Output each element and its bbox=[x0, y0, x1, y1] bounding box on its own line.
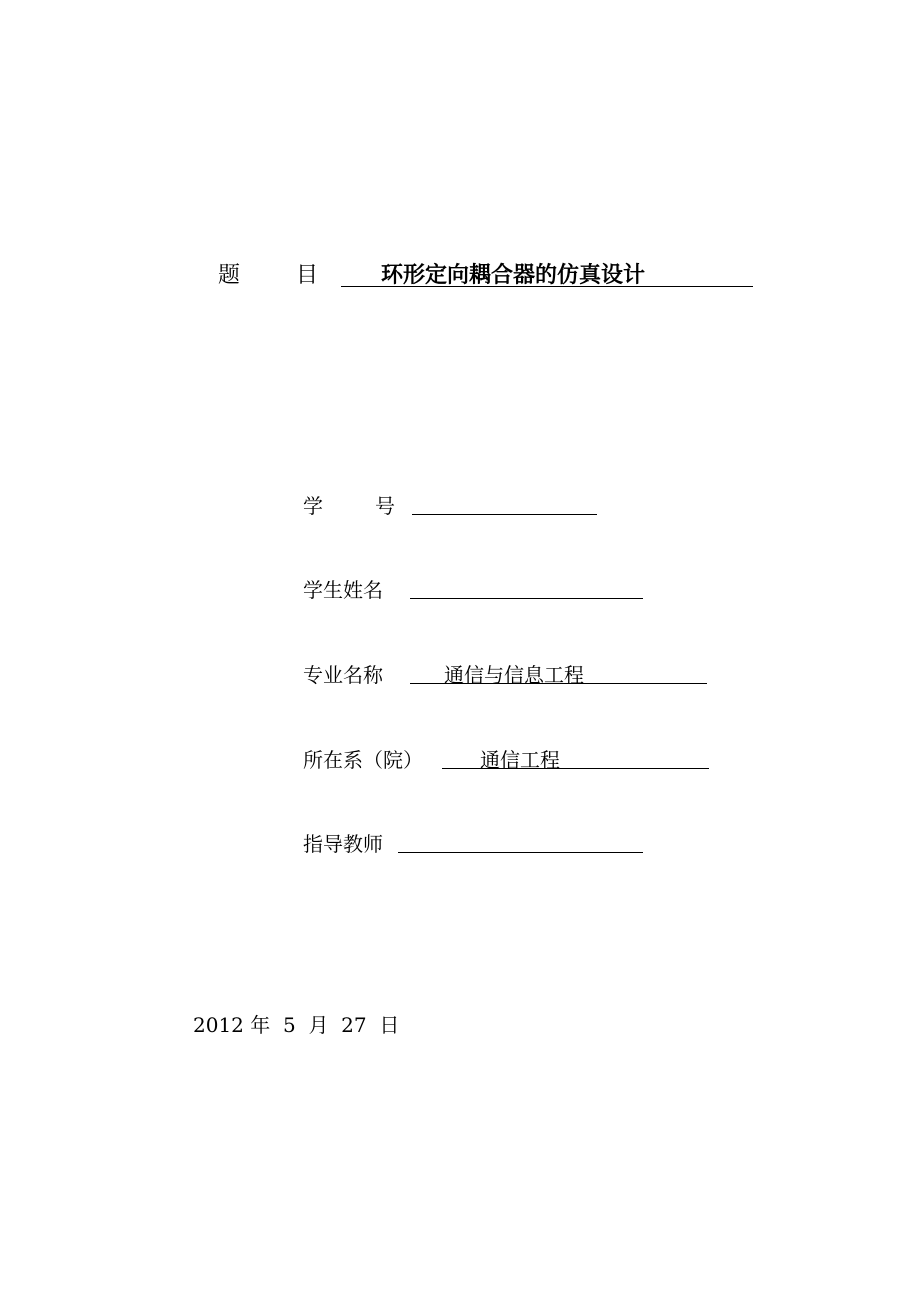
date-month: 5 bbox=[282, 1013, 296, 1037]
department-value: 通信工程 bbox=[480, 748, 560, 772]
department-label: 所在系（院） bbox=[303, 748, 423, 772]
date-year: 2012 bbox=[193, 1013, 244, 1037]
date-day: 27 bbox=[341, 1013, 367, 1037]
title-label-char-1: 题 bbox=[218, 263, 241, 288]
title-label bbox=[218, 258, 318, 289]
student-name-label: 学生姓名 bbox=[303, 578, 383, 602]
submission-date bbox=[193, 1009, 399, 1038]
major-value: 通信与信息工程 bbox=[444, 663, 584, 687]
student-id-label-char-1: 学 bbox=[303, 494, 323, 518]
student-name-underline bbox=[410, 574, 643, 599]
date-year-unit: 年 bbox=[250, 1013, 271, 1037]
major-label: 专业名称 bbox=[303, 663, 383, 687]
student-id-label-char-2: 号 bbox=[375, 494, 395, 518]
student-id-label bbox=[303, 490, 395, 519]
advisor-underline bbox=[398, 828, 643, 853]
title-label-char-2: 目 bbox=[296, 263, 319, 288]
date-day-unit: 日 bbox=[379, 1013, 400, 1037]
student-id-underline bbox=[412, 490, 597, 515]
thesis-title: 环形定向耦合器的仿真设计 bbox=[381, 263, 646, 288]
advisor-label: 指导教师 bbox=[303, 832, 383, 856]
date-month-unit: 月 bbox=[308, 1013, 329, 1037]
